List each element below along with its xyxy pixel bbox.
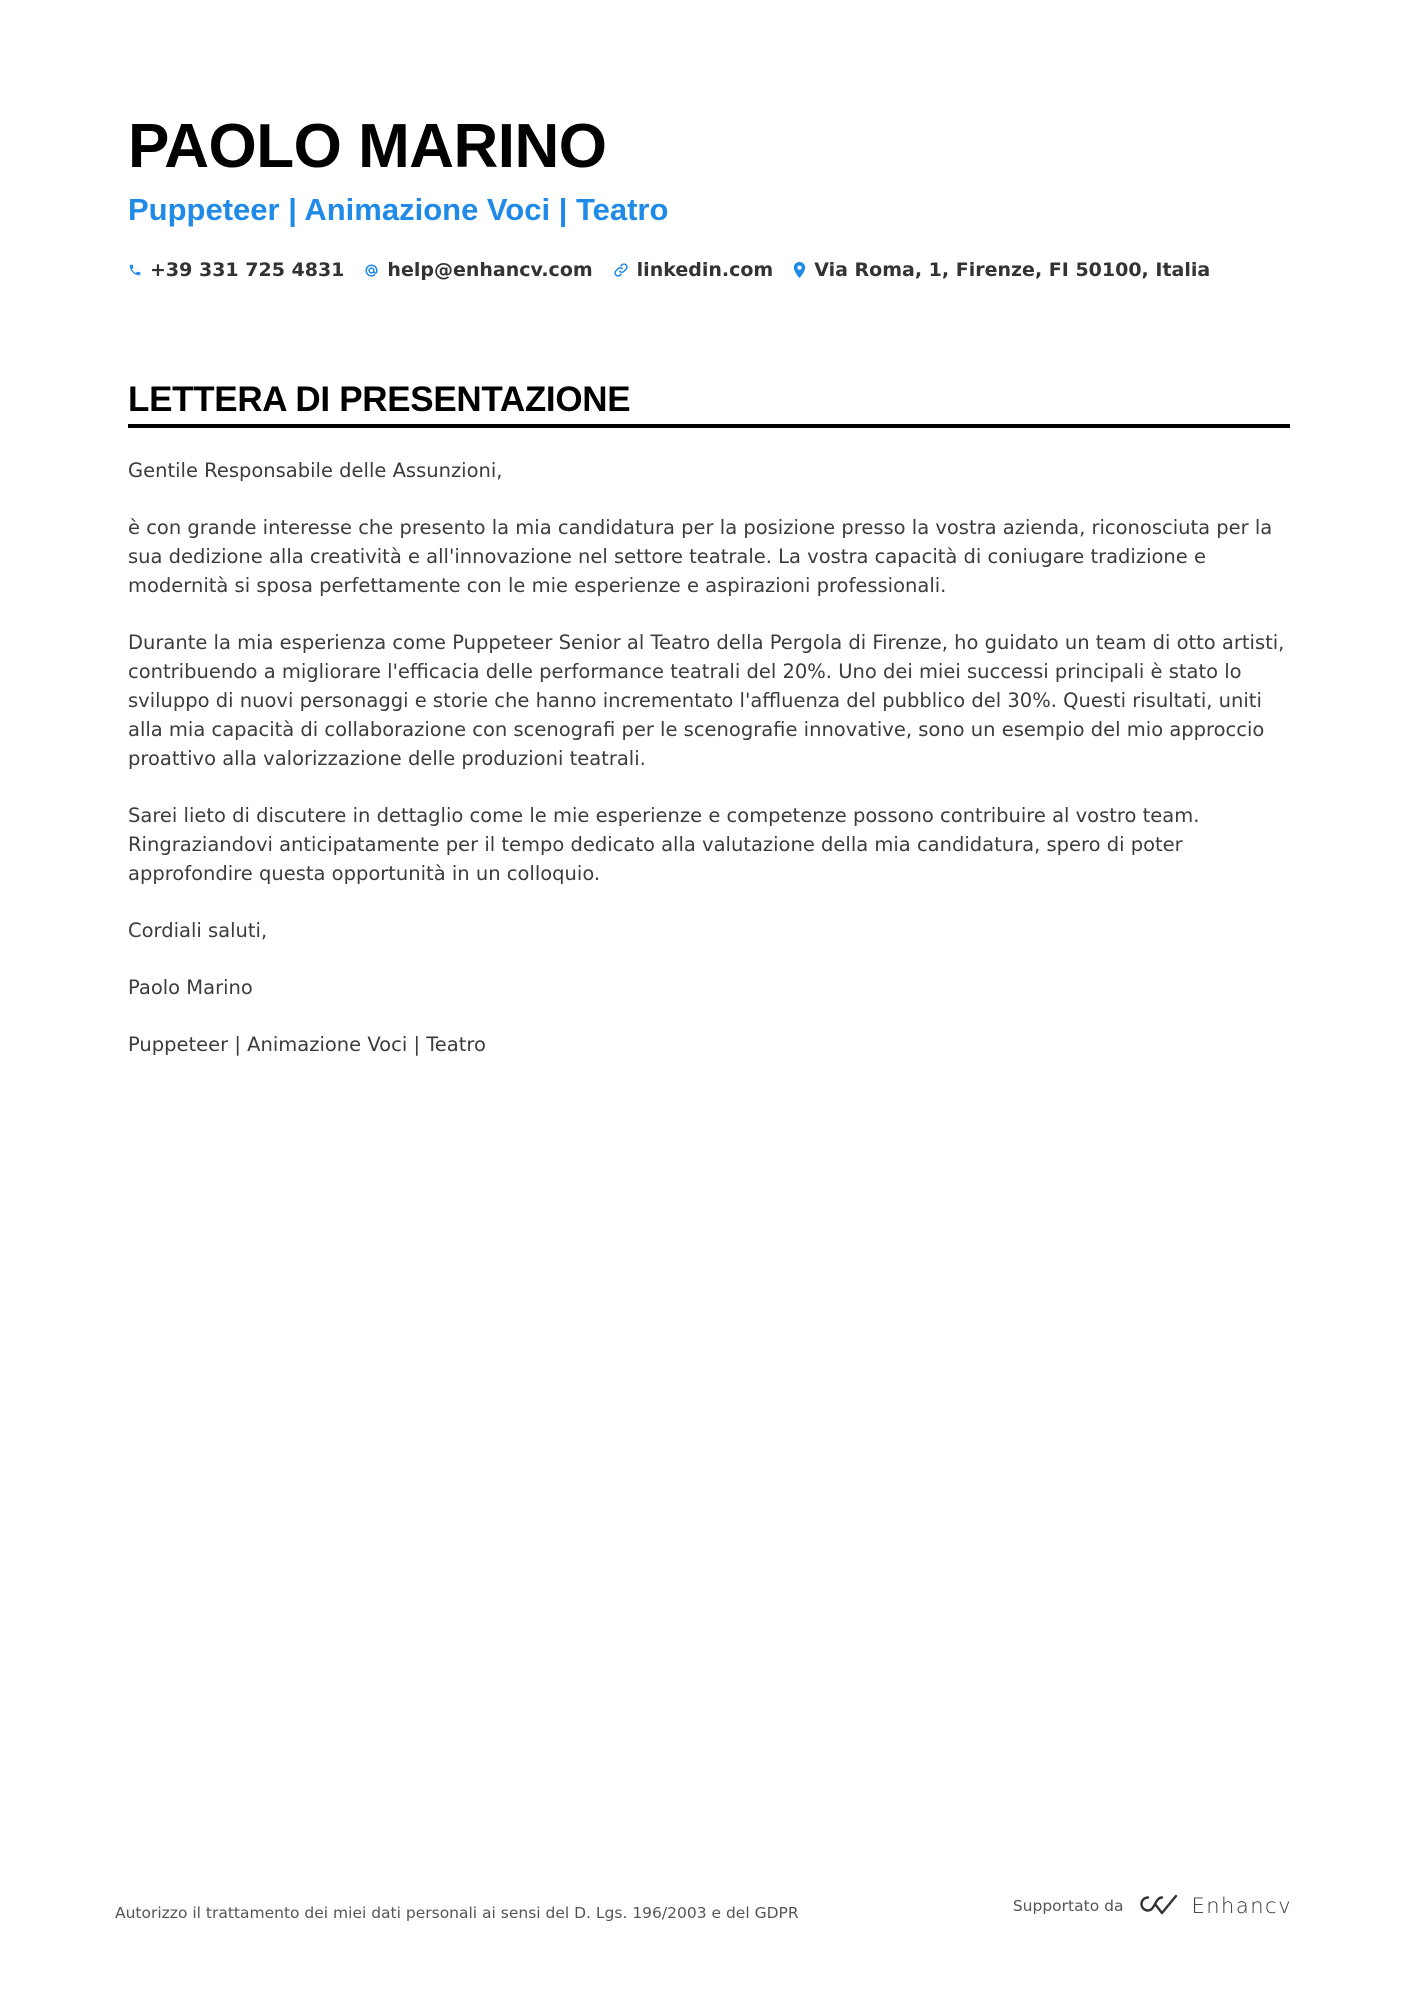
sign-off: Cordiali saluti, [128,919,268,942]
enhancv-brand[interactable] [1135,1892,1292,1920]
powered-by-label: Supportato da [1012,1897,1124,1915]
phone-number: +39 331 725 4831 [150,259,345,281]
contact-address [793,258,1210,282]
location-pin-icon [793,262,806,278]
letter-paragraph-intro: è con grande interesse che presento la mia candidatura per la posizione presso la vostra azienda, riconosciuta per la sua dedizione alla creatività e all'innovazione nel settore teatrale. La vostra capacità di coniugare tradizione e modernità si sposa perfettamente con le mie esperienze e aspirazioni professionali. [128,516,1273,597]
at-icon [364,263,379,278]
powered-by[interactable] [1013,1892,1292,1920]
link-icon [613,262,629,278]
contact-bar [128,258,1290,282]
letter-paragraph-experience: Durante la mia esperienza come Puppeteer Senior al Teatro della Pergola di Firenze, ho guidato un team di otto artisti, contribuendo a migliorare l'efficacia delle performance teatrali del 20%. Uno dei miei successi principali è stato lo sviluppo di nuovi personaggi e storie che hanno incrementato l'affluenza del pubblico del 30%. Questi risultati, uniti alla mia capacità di collaborazione con scenografi per le scenografie innovative, sono un esempio del mio approccio proattivo alla valorizzazione delle produzioni teatrali. [128,631,1285,770]
signature-name: Paolo Marino [128,976,253,999]
letter-paragraph-closing: Sarei lieto di discutere in dettaglio come le mie esperienze e competenze possono contribuire al vostro team. Ringraziandovi anticipatamente per il tempo dedicato alla valutazione della mia candidatura, spero di poter approfondire questa opportunità in un colloquio. [128,804,1200,885]
applicant-name: PAOLO MARINO [128,112,607,181]
email-address: help@enhancv.com [387,259,593,281]
salutation: Gentile Responsabile delle Assunzioni, [128,459,503,482]
privacy-consent: Autorizzo il trattamento dei miei dati personali ai sensi del D. Lgs. 196/2003 e del GDPR [115,1904,799,1922]
enhancv-wordmark: Enhancv [1191,1894,1292,1918]
postal-address: Via Roma, 1, Firenze, FI 50100, Italia [814,259,1211,281]
cover-letter-page [128,110,1290,1087]
page-footer [115,1890,1292,1922]
contact-email[interactable] [364,258,592,282]
section-title: LETTERA DI PRESENTAZIONE [128,378,1290,428]
letter-body [128,456,1290,1059]
phone-icon [128,263,142,277]
signature-title: Puppeteer | Animazione Voci | Teatro [128,1033,486,1056]
enhancv-logo-icon [1135,1892,1181,1920]
linkedin-link: linkedin.com [636,259,774,281]
applicant-headline: Puppeteer | Animazione Voci | Teatro [128,192,669,227]
contact-phone[interactable] [128,258,344,282]
contact-linkedin[interactable] [613,258,774,282]
